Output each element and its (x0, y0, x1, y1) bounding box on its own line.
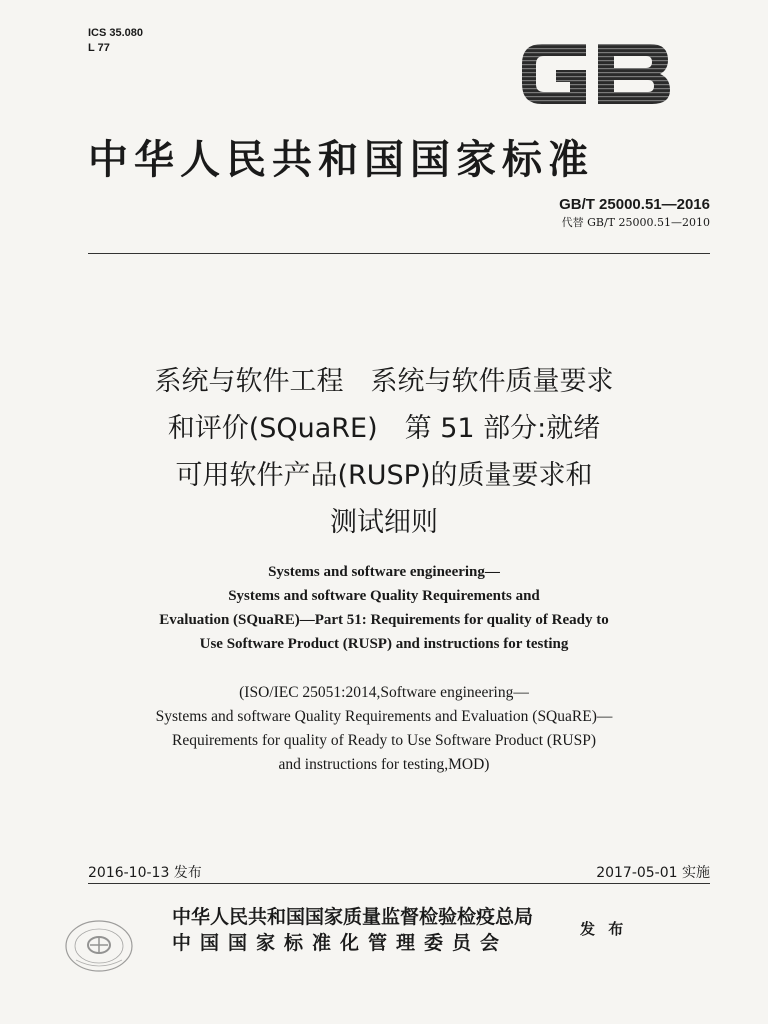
publish-label: 发 布 (580, 920, 628, 938)
chinese-title-line: 可用软件产品(RUSP)的质量要求和 (175, 460, 593, 491)
ics-code: ICS 35.080 (88, 27, 144, 39)
anti-counterfeit-stamp-icon (62, 916, 136, 976)
standard-number: GB/T 25000.51—2016 (559, 196, 710, 213)
iso-reference-line: Systems and software Quality Requirements and Evaluation (SQuaRE)— (155, 708, 613, 725)
english-title (60, 560, 708, 656)
iso-reference-line: and instructions for testing,MOD) (278, 756, 490, 773)
chinese-title-line: 和评价(SQuaRE) 第 51 部分:就绪 (167, 413, 601, 444)
iso-reference-line: (ISO/IEC 25051:2014,Software engineering— (239, 684, 529, 701)
english-title-line: Systems and software engineering— (268, 564, 500, 580)
issuer-sac: 中国国家标准化管理委员会 (172, 932, 509, 954)
national-standard-title: 中华人民共和国国家标准 (88, 136, 594, 183)
gb-logo (516, 36, 676, 112)
english-title-line: Evaluation (SQuaRE)—Part 51: Requirements for quality of Ready to (159, 612, 609, 628)
divider-top (88, 253, 710, 254)
ics-classification (88, 26, 143, 56)
chinese-title (60, 358, 708, 546)
chinese-title-line: 测试细则 (330, 507, 438, 538)
issuer-aqsiq: 中华人民共和国国家质量监督检验检疫总局 (172, 906, 534, 928)
english-title-line: Use Software Product (RUSP) and instructions for testing (199, 636, 569, 652)
issuing-authorities (172, 904, 533, 956)
iso-reference-line: Requirements for quality of Ready to Use Software Product (RUSP) (171, 732, 597, 749)
issue-date: 2016-10-13 发布 (88, 865, 202, 881)
ccs-code: L 77 (88, 42, 110, 54)
standard-number-block (559, 196, 710, 230)
english-title-line: Systems and software Quality Requirements and (228, 588, 540, 604)
divider-bottom (88, 883, 710, 884)
iso-reference (60, 681, 708, 777)
replaces-standard: 代替 GB/T 25000.51—2010 (561, 216, 710, 229)
chinese-title-line: 系统与软件工程 系统与软件质量要求 (154, 366, 614, 397)
implementation-date: 2017-05-01 实施 (596, 865, 710, 881)
